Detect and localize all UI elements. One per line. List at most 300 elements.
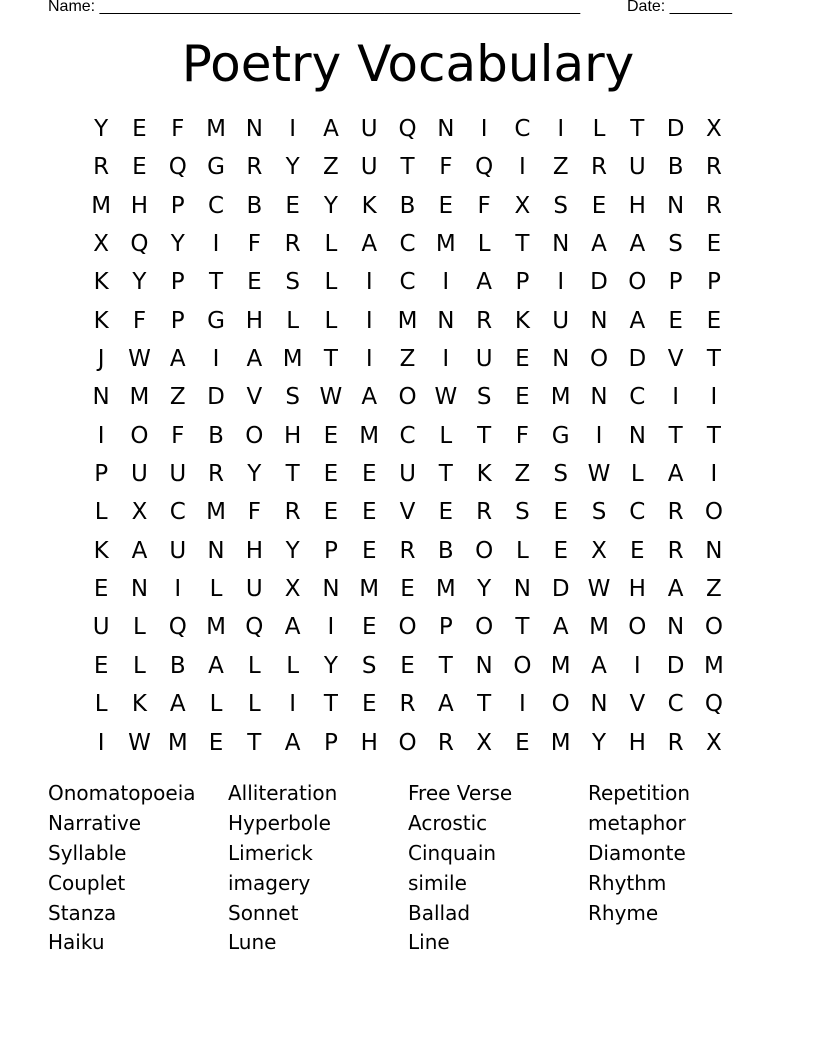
grid-letter: U [245,576,263,603]
grid-letter: N [475,652,493,679]
grid-letter: T [247,729,262,756]
grid-row [82,340,733,378]
grid-letter: B [667,154,684,181]
grid-letter: B [169,652,186,679]
grid-letter: I [480,116,488,142]
grid-letter: Y [477,576,492,603]
grid-letter: E [361,461,377,488]
grid-letter: I [595,422,603,449]
grid-letter: A [667,461,684,488]
grid-letter: L [286,652,300,679]
grid-letter: A [284,614,301,641]
grid-letter: O [245,422,264,449]
grid-letter: Y [132,269,147,296]
grid-letter: K [361,192,377,219]
grid-letter: Z [706,576,722,603]
grid-letter: Q [245,614,264,641]
grid-letter: E [553,537,568,564]
grid-letter: E [93,576,109,603]
grid-letter: X [706,729,722,756]
grid-letter: M [359,422,380,449]
grid-row [82,647,733,685]
word-list-item: Stanza [48,900,117,925]
grid-letter: T [630,116,645,142]
grid-letter: N [130,576,149,603]
grid-letter: I [710,461,718,488]
grid-letter: M [282,346,303,373]
grid-letter: E [247,269,262,296]
grid-letter: P [94,461,109,488]
grid-letter: N [705,537,723,564]
word-list-item: Cinquain [408,840,497,865]
grid-letter: R [437,729,454,756]
grid-letter: T [668,422,683,449]
grid-letter: P [170,307,185,334]
grid-letter: G [551,422,570,449]
grid-letter: T [477,422,492,449]
grid-letter: N [552,346,570,373]
grid-letter: T [438,652,453,679]
grid-letter: U [360,154,378,181]
grid-letter: U [169,537,187,564]
grid-letter: O [704,499,723,526]
grid-letter: R [93,154,110,181]
grid-letter: M [435,576,456,603]
grid-letter: O [398,384,417,411]
grid-letter: T [209,269,224,296]
grid-letter: J [97,346,105,373]
grid-letter: N [513,576,532,603]
word-list-item: Couplet [48,870,126,895]
grid-letter: H [628,192,646,219]
grid-letter: P [170,192,185,219]
grid-letter: D [666,652,685,679]
grid-row [82,724,733,762]
grid-letter: L [247,652,261,679]
grid-letter: T [323,346,338,373]
grid-letter: E [630,537,645,564]
grid-letter: I [212,231,220,258]
grid-letter: C [629,499,646,526]
grid-letter: H [245,307,263,334]
grid-letter: L [324,269,338,296]
grid-letter: X [476,729,492,756]
grid-letter: U [628,154,646,181]
grid-letter: A [169,691,186,718]
grid-letter: I [289,116,297,142]
grid-letter: M [206,499,226,526]
grid-letter: S [553,192,569,219]
grid-letter: O [513,652,532,679]
grid-letter: V [399,499,416,526]
grid-letter: E [706,307,722,334]
grid-letter: F [132,307,147,334]
grid-letter: A [361,384,378,411]
grid-letter: A [323,116,339,142]
grid-letter: L [516,537,529,564]
word-list-item: Rhyme [588,900,659,925]
grid-letter: G [207,154,225,181]
grid-letter: L [133,652,146,679]
grid-letter: R [591,154,607,181]
grid-letter: T [285,461,300,488]
grid-letter: S [591,499,607,526]
grid-letter: D [207,384,225,411]
grid-letter: I [442,346,450,373]
grid-letter: E [591,192,607,219]
grid-row [82,493,733,531]
grid-letter: S [285,384,300,411]
grid-letter: C [169,499,186,526]
grid-letter: K [93,269,109,296]
grid-letter: Y [170,231,185,258]
grid-letter: M [435,231,456,258]
grid-letter: V [629,691,646,718]
grid-letter: E [361,537,377,564]
grid-row [82,225,733,263]
grid-letter: R [476,307,493,334]
grid-letter: D [666,116,685,142]
grid-letter: H [130,192,149,219]
grid-letter: O [475,537,494,564]
grid-letter: A [667,576,684,603]
grid-letter: T [706,346,721,373]
word-list-item: Syllable [48,840,127,865]
grid-row [82,187,733,225]
grid-letter: P [668,269,683,296]
grid-letter: M [550,384,571,411]
grid-letter: U [92,614,110,641]
grid-letter: S [553,461,569,488]
word-list-item: metaphor [588,810,686,835]
grid-letter: P [323,537,338,564]
grid-letter: R [399,691,416,718]
grid-letter: L [209,576,223,603]
grid-letter: N [666,614,685,641]
grid-letter: E [132,116,147,142]
grid-letter: W [128,346,151,373]
grid-letter: N [92,384,110,411]
grid-letter: M [206,116,226,142]
grid-letter: G [207,307,225,334]
grid-letter: B [246,192,263,219]
word-list-item: Hyperbole [228,810,331,835]
grid-letter: A [361,231,378,258]
grid-letter: E [438,499,454,526]
grid-letter: A [284,729,301,756]
grid-letter: P [323,729,338,756]
grid-letter: M [91,192,112,219]
grid-letter: X [591,537,607,564]
grid-letter: F [515,422,530,449]
grid-letter: E [361,614,377,641]
grid-letter: C [514,116,531,142]
word-list-item: Ballad [408,900,471,925]
word-list-item: Sonnet [228,900,299,925]
grid-letter: I [97,422,105,449]
grid-letter: R [399,537,416,564]
grid-letter: Y [323,192,338,219]
grid-letter: T [515,231,530,258]
grid-letter: W [587,461,611,488]
grid-letter: S [361,652,377,679]
grid-letter: A [552,614,569,641]
grid-letter: I [174,576,182,603]
grid-letter: T [400,154,415,181]
grid-letter: B [208,422,224,449]
grid-letter: R [667,729,684,756]
grid-row [82,685,733,723]
grid-letter: Y [285,154,300,181]
grid-letter: A [246,346,263,373]
grid-letter: I [365,346,373,373]
grid-letter: Z [399,346,416,373]
grid-letter: H [628,576,646,603]
grid-letter: W [128,729,151,756]
grid-letter: E [400,652,415,679]
word-list-item: Lune [228,930,277,955]
grid-letter: O [628,614,647,641]
grid-row [82,378,733,416]
grid-letter: H [628,729,646,756]
grid-letter: A [208,652,224,679]
grid-letter: Y [591,729,607,756]
grid-letter: A [629,307,646,334]
word-list-item: Limerick [228,840,313,865]
grid-letter: T [477,691,492,718]
grid-letter: I [327,614,335,641]
grid-letter: E [515,384,530,411]
grid-letter: N [207,537,225,564]
grid-letter: T [438,461,453,488]
grid-letter: L [209,691,223,718]
grid-letter: L [439,422,453,449]
word-list [48,779,768,958]
grid-letter: E [323,461,339,488]
grid-letter: R [208,461,225,488]
grid-letter: E [93,652,109,679]
grid-letter: I [365,269,373,296]
grid-letter: W [319,384,343,411]
grid-letter: V [667,346,684,373]
grid-letter: I [442,269,450,296]
grid-letter: I [672,384,679,411]
grid-letter: F [247,499,261,526]
grid-letter: K [131,691,147,718]
grid-letter: M [167,729,188,756]
grid-letter: R [705,154,722,181]
name-field-label: Name: ______________________________________________________ [48,0,581,15]
word-list-item: Line [408,930,450,955]
word-list-item: Free Verse [408,781,513,805]
grid-letter: Z [169,384,186,411]
grid-letter: P [438,614,453,641]
grid-row [82,417,733,455]
word-list-item: Repetition [588,781,691,805]
grid-letter: O [130,422,149,449]
grid-letter: A [591,652,607,679]
word-list-item: Acrostic [408,810,488,835]
grid-row [82,302,733,340]
grid-letter: A [476,269,492,296]
grid-letter: R [705,192,722,219]
grid-letter: X [706,116,722,142]
grid-letter: T [323,691,338,718]
grid-letter: M [129,384,150,411]
grid-letter: A [591,231,607,258]
grid-letter: M [206,614,226,641]
word-list-item: Narrative [48,810,142,835]
word-list-item: Alliteration [228,781,338,805]
grid-letter: Q [130,231,149,258]
word-list-item: Rhythm [588,870,667,895]
grid-letter: E [438,192,454,219]
grid-letter: O [398,614,417,641]
grid-letter: N [590,691,608,718]
grid-letter: Z [514,461,531,488]
grid-letter: R [476,499,493,526]
grid-row [82,148,733,186]
grid-letter: H [245,537,263,564]
grid-letter: I [710,384,718,411]
grid-letter: Q [398,116,417,142]
grid-letter: B [399,192,416,219]
word-list-item: simile [408,870,467,895]
grid-letter: R [284,231,301,258]
grid-letter: U [131,461,148,488]
grid-letter: N [590,384,608,411]
grid-letter: O [704,614,723,641]
word-list-item: Haiku [48,930,105,955]
grid-letter: C [667,691,684,718]
grid-letter: W [587,576,611,603]
grid-letter: F [247,231,261,258]
page-title: Poetry Vocabulary [181,35,635,93]
grid-letter: E [323,499,339,526]
grid-letter: I [97,729,105,756]
grid-letter: C [399,422,416,449]
grid-letter: Q [168,154,187,181]
grid-letter: M [550,652,571,679]
grid-letter: H [283,422,302,449]
grid-letter: L [94,691,108,718]
grid-letter: N [245,116,263,142]
grid-row [82,263,733,301]
grid-letter: X [93,231,110,258]
grid-letter: Y [247,461,262,488]
grid-letter: Z [552,154,569,181]
grid-letter: A [131,537,148,564]
grid-letter: I [212,346,220,373]
grid-row [82,532,733,570]
grid-letter: D [590,269,608,296]
grid-letter: U [552,307,570,334]
grid-letter: K [93,537,109,564]
date-field-label: Date: _______ [627,0,732,15]
grid-letter: N [552,231,570,258]
grid-letter: I [365,307,373,334]
grid-letter: L [324,231,338,258]
grid-letter: X [131,499,148,526]
grid-letter: L [247,691,261,718]
grid-letter: R [667,499,684,526]
grid-letter: Q [704,691,723,718]
grid-letter: E [515,729,530,756]
grid-letter: E [285,192,300,219]
grid-letter: N [666,192,685,219]
grid-letter: O [589,346,609,373]
grid-letter: C [629,384,646,411]
grid-letter: S [285,269,300,296]
grid-letter: I [289,691,297,718]
grid-letter: A [437,691,454,718]
grid-letter: F [439,154,453,181]
grid-letter: K [476,461,492,488]
grid-letter: P [170,269,185,296]
grid-letter: L [324,307,338,334]
grid-letter: S [668,231,683,258]
grid-letter: C [399,231,416,258]
grid-letter: E [361,499,377,526]
grid-letter: N [437,307,455,334]
grid-letter: Z [323,154,339,181]
grid-letter: Y [94,116,109,142]
grid-letter: A [629,231,646,258]
grid-letter: E [553,499,568,526]
grid-letter: T [515,614,530,641]
worksheet-header [48,0,748,18]
grid-row [82,608,733,646]
grid-letter: O [628,269,647,296]
grid-letter: X [284,576,301,603]
grid-letter: Y [323,652,338,679]
grid-row [82,110,733,148]
grid-letter: L [630,461,644,488]
grid-letter: Q [475,154,494,181]
grid-letter: T [706,422,721,449]
grid-letter: L [477,231,491,258]
grid-letter: P [515,269,530,296]
grid-letter: E [668,307,683,334]
grid-letter: N [590,307,608,334]
grid-letter: F [171,116,185,142]
grid-letter: U [475,346,493,373]
grid-letter: P [706,269,721,296]
grid-letter: N [437,116,455,142]
grid-letter: Q [168,614,187,641]
letter-grid [82,110,733,762]
grid-letter: O [398,729,417,756]
grid-letter: U [360,116,378,142]
grid-letter: B [437,537,454,564]
grid-letter: A [169,346,186,373]
grid-letter: C [399,269,416,296]
grid-letter: K [514,307,530,334]
grid-letter: C [208,192,225,219]
grid-letter: V [246,384,263,411]
grid-letter: R [284,499,301,526]
grid-letter: R [667,537,684,564]
grid-letter: E [515,346,530,373]
grid-letter: Y [285,537,300,564]
grid-letter: M [359,576,380,603]
word-list-item: Diamonte [588,840,686,865]
grid-letter: I [633,652,641,679]
grid-letter: N [322,576,340,603]
grid-letter: D [628,346,647,373]
grid-letter: I [557,116,565,142]
grid-letter: U [169,461,187,488]
